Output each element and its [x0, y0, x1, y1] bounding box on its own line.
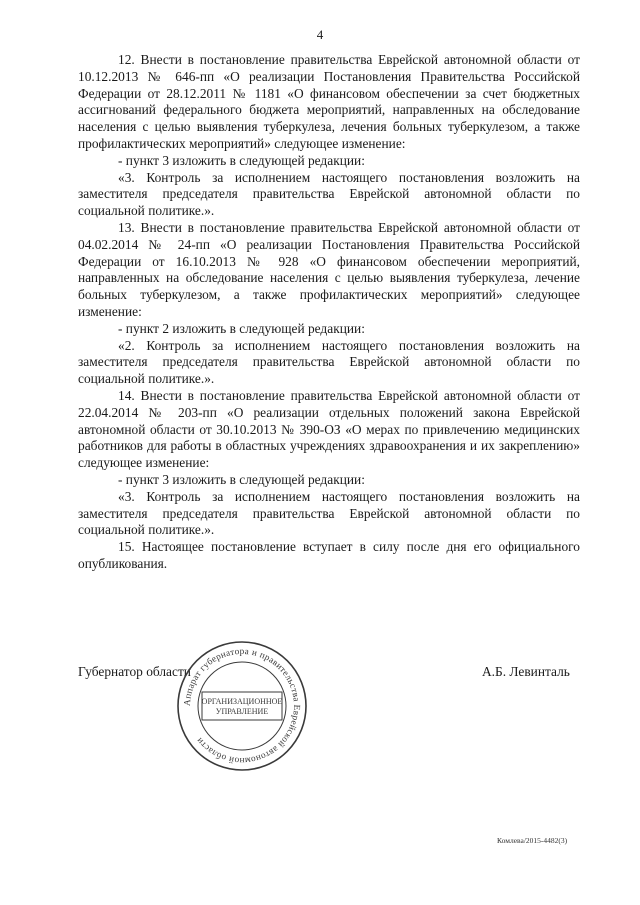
official-stamp: [172, 636, 312, 776]
paragraph-14-quote: «3. Контроль за исполнением настоящего постановления возложить на заместителя председателя правительства Еврейской автономной области по социальной политике.».: [78, 488, 580, 538]
paragraph-14: 14. Внести в постановление правительства Еврейской автономной области от 22.04.2014 № 203-пп «О реализации отдельных положений закона Еврейской автономной области от 30.10.2013 № 390-ОЗ «О мерах по привлечению медицинских работников для работы в областных учреждениях здравоохранения и их закреплению» следующее изменение:: [78, 387, 580, 471]
paragraph-12-quote: «3. Контроль за исполнением настоящего постановления возложить на заместителя председателя правительства Еврейской автономной области по социальной политике.».: [78, 169, 580, 219]
document-body: [78, 52, 580, 573]
paragraph-13: 13. Внести в постановление правительства Еврейской автономной области от 04.02.2014 № 24-пп «О реализации Постановления Правительства Российской Федерации от 16.10.2013 № 928 «О финансовом обеспечении мероприятий, направленных на обследование населения с целью выявления туберкулеза, лечение больных туберкулезом, а также профилактических мероприятий» следующее изменение:: [78, 219, 580, 319]
signature-position: Губернатор области: [78, 664, 191, 679]
paragraph-12: 12. Внести в постановление правительства Еврейской автономной области от 10.12.2013 № 646-пп «О реализации Постановления Правительства Российской Федерации от 28.12.2011 № 1181 «О финансовом обеспечении за счет бюджетных ассигнований федерального бюджета мероприятий, направленных на обследование населения с целью выявления туберкулеза, лечения больных туберкулезом, а также профилактических мероприятий» следующее изменение:: [78, 52, 580, 151]
footer-code: Комлева/2015-4482(3): [497, 836, 568, 845]
svg-text:Аппарат губернатора и правител: [182, 646, 302, 766]
signature-name: А.Б. Левинталь: [482, 664, 570, 679]
paragraph-12-item: - пункт 3 изложить в следующей редакции:: [118, 152, 365, 168]
page-number: 4: [316, 27, 324, 42]
paragraph-13-item: - пункт 2 изложить в следующей редакции:: [118, 320, 365, 336]
paragraph-14-item: - пункт 3 изложить в следующей редакции:: [118, 471, 365, 487]
stamp-center-line2: УПРАВЛЕНИЕ: [215, 707, 269, 716]
stamp-outer-text: Аппарат губернатора и правительства Еврейской автономной области: [181, 645, 303, 767]
stamp-outer-ring: [178, 642, 306, 770]
stamp-inner-ring: [198, 662, 286, 750]
stamp-center-line1: ОРГАНИЗАЦИОННОЕ: [201, 697, 283, 706]
paragraph-15: 15. Настоящее постановление вступает в силу после дня его официального опубликования.: [78, 539, 580, 571]
paragraph-13-quote: «2. Контроль за исполнением настоящего постановления возложить на заместителя председателя правительства Еврейской автономной области по социальной политике.».: [78, 337, 580, 387]
